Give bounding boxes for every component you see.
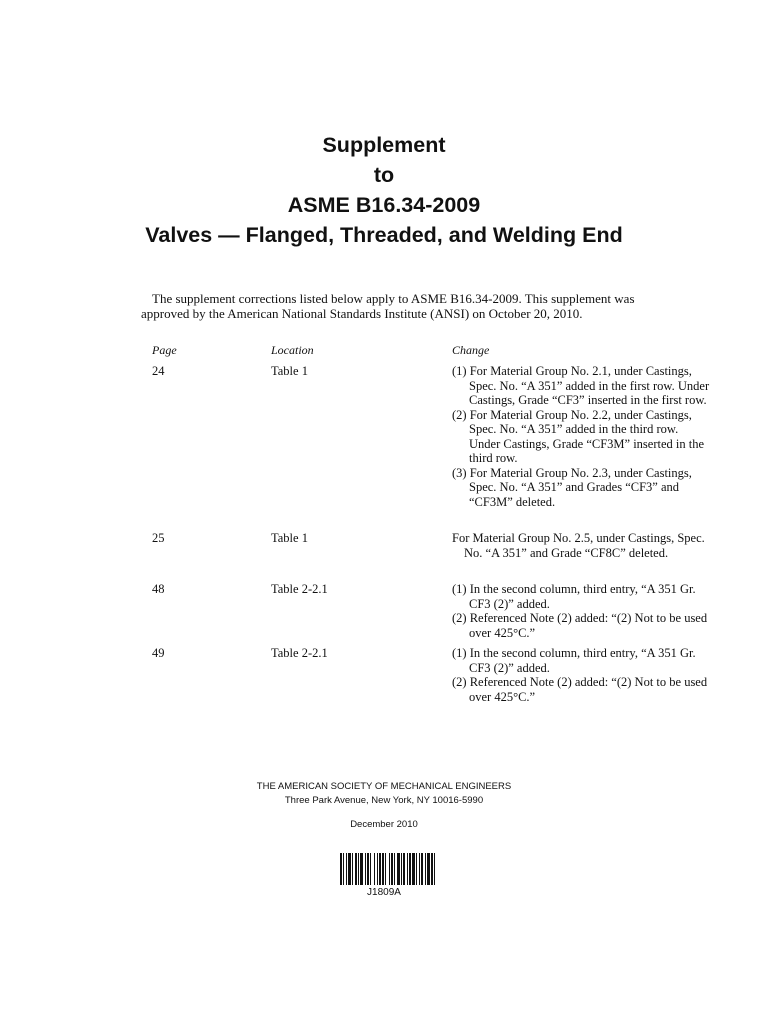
row-2-page: 25 bbox=[152, 531, 165, 545]
title-line-to: to bbox=[373, 163, 395, 187]
header-page: Page bbox=[152, 343, 177, 357]
row-4-changes bbox=[452, 646, 712, 704]
row-3-location: Table 2-2.1 bbox=[271, 582, 328, 596]
publication-date: December 2010 bbox=[350, 819, 418, 830]
title-line-standard: ASME B16.34-2009 bbox=[287, 193, 481, 217]
title-line-subject: Valves — Flanged, Threaded, and Welding End bbox=[145, 223, 623, 247]
barcode-bar bbox=[435, 853, 437, 885]
row-1-change-1: (1) For Material Group No. 2.1, under Castings, Spec. No. “A 351” added in the first row. Under Castings, Grade “CF3” inserted in the first row. bbox=[452, 364, 710, 407]
row-1-change-2: (2) For Material Group No. 2.2, under Castings, Spec. No. “A 351” added in the third row. Under Castings, Grade “CF3M” inserted in the third row. bbox=[452, 407, 705, 465]
row-3-page: 48 bbox=[152, 582, 165, 596]
row-1-page: 24 bbox=[152, 364, 165, 378]
publisher-name: THE AMERICAN SOCIETY OF MECHANICAL ENGINEERS bbox=[256, 781, 512, 792]
row-2-changes bbox=[452, 531, 712, 560]
document-title bbox=[0, 130, 768, 250]
row-1-location: Table 1 bbox=[271, 364, 308, 378]
row-2-change-1: For Material Group No. 2.5, under Castings, Spec. No. “A 351” and Grade “CF8C” deleted. bbox=[452, 531, 705, 560]
title-line-supplement: Supplement bbox=[322, 133, 446, 157]
row-3-changes bbox=[452, 582, 712, 640]
publisher-address: Three Park Avenue, New York, NY 10016-5990 bbox=[284, 795, 484, 806]
header-change: Change bbox=[452, 343, 490, 357]
row-4-page: 49 bbox=[152, 646, 165, 660]
row-3-change-1: (1) In the second column, third entry, “A 351 Gr. CF3 (2)” added. bbox=[452, 582, 696, 611]
row-1-change-3: (3) For Material Group No. 2.3, under Castings, Spec. No. “A 351” and Grades “CF3” and “CF3M” deleted. bbox=[452, 465, 692, 509]
header-location: Location bbox=[271, 343, 314, 357]
row-4-location: Table 2-2.1 bbox=[271, 646, 328, 660]
barcode bbox=[340, 853, 444, 885]
intro-paragraph: The supplement corrections listed below apply to ASME B16.34-2009. This supplement was approved by the American National Standards Institute (ANSI) on October 20, 2010. bbox=[141, 291, 635, 321]
row-2-location: Table 1 bbox=[271, 531, 308, 545]
row-1-changes bbox=[452, 364, 712, 509]
row-3-change-2: (2) Referenced Note (2) added: “(2) Not to be used over 425°C.” bbox=[452, 611, 708, 640]
barcode-label: J1809A bbox=[367, 887, 401, 898]
row-4-change-1: (1) In the second column, third entry, “A 351 Gr. CF3 (2)” added. bbox=[452, 646, 696, 675]
row-4-change-2: (2) Referenced Note (2) added: “(2) Not to be used over 425°C.” bbox=[452, 675, 708, 704]
